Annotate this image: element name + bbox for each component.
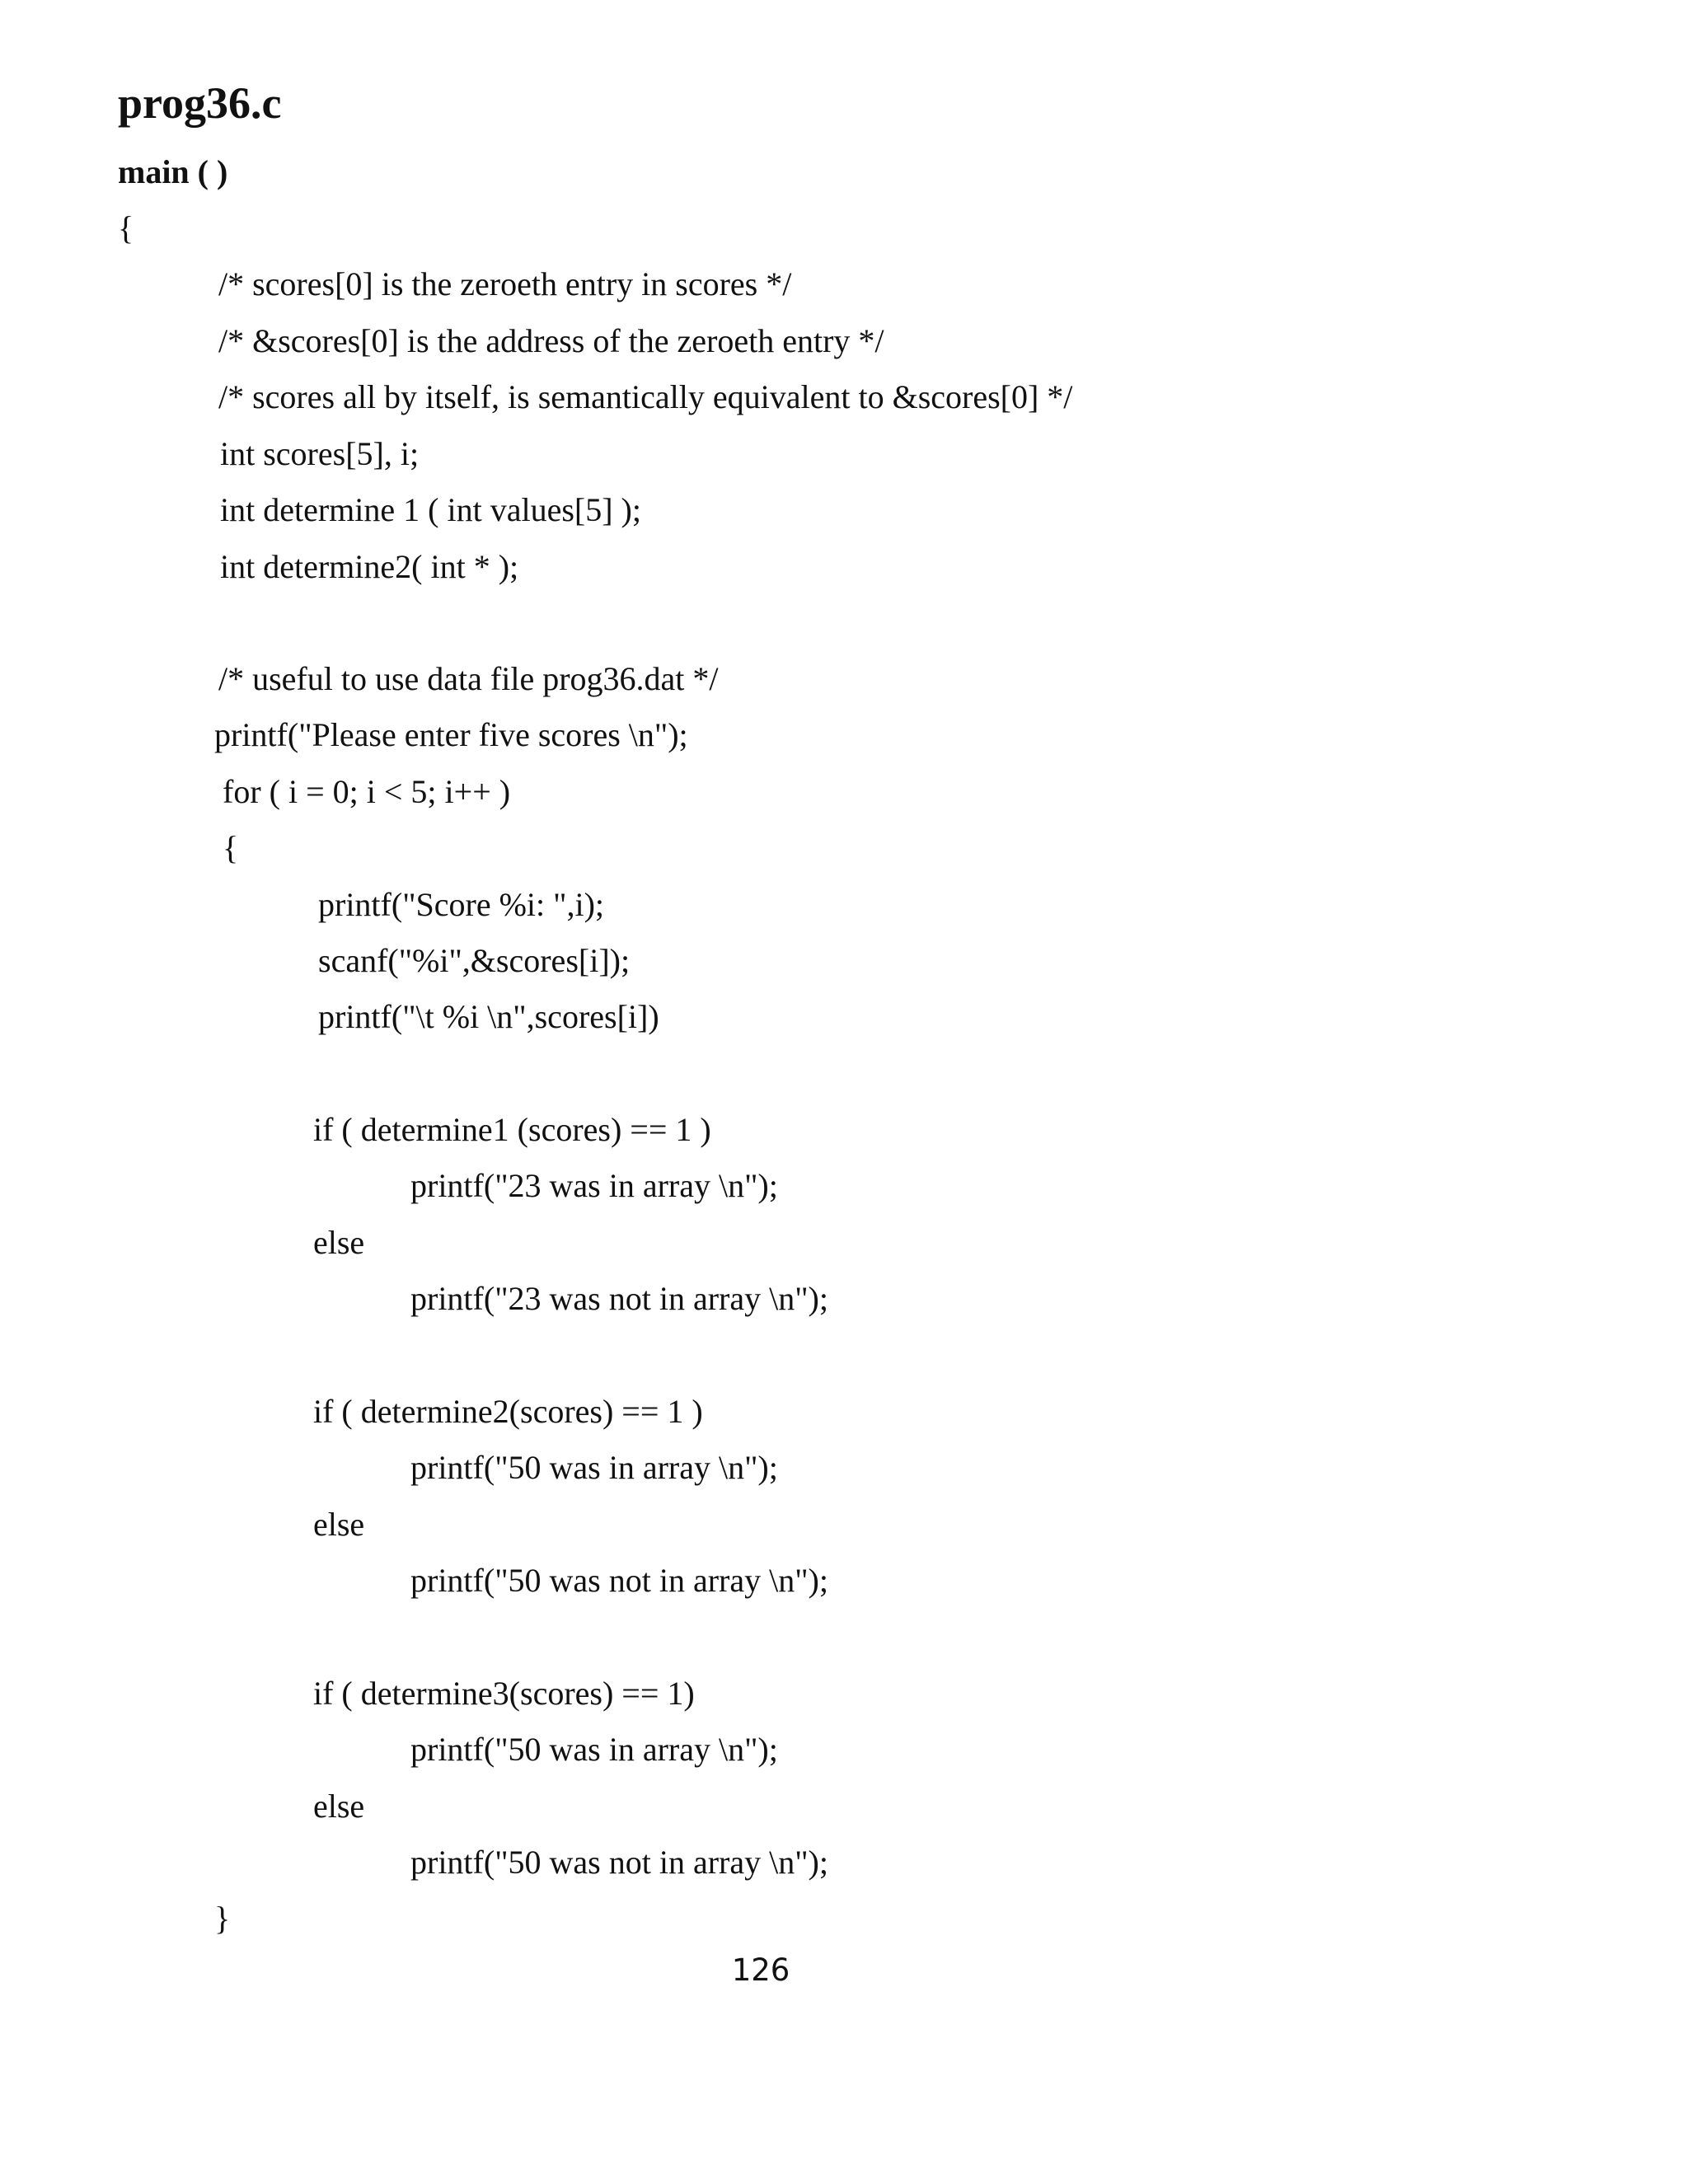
code-line-printf-50-in-2: printf("50 was in array \n"); — [410, 1731, 778, 1768]
code-line-declare-determine2: int determine2( int * ); — [220, 548, 519, 585]
code-line-if-determine1: if ( determine1 (scores) == 1 ) — [313, 1111, 711, 1148]
code-line-declare-determine1: int determine 1 ( int values[5] ); — [220, 491, 641, 528]
code-line-main: main ( ) — [118, 153, 228, 190]
code-line-printf-50-not-in-2: printf("50 was not in array \n"); — [410, 1844, 828, 1881]
file-title: prog36.c — [118, 78, 282, 128]
code-line-declare-scores: int scores[5], i; — [220, 435, 420, 472]
code-line-comment-1: /* scores[0] is the zeroeth entry in scores */ — [218, 265, 792, 302]
code-line-printf-23-not-in: printf("23 was not in array \n"); — [410, 1280, 828, 1317]
code-line-comment-2: /* &scores[0] is the address of the zeroeth entry */ — [218, 322, 884, 359]
code-line-if-determine2: if ( determine2(scores) == 1 ) — [313, 1393, 703, 1430]
code-line-for-loop: for ( i = 0; i < 5; i++ ) — [223, 773, 511, 810]
code-line-else-1: else — [313, 1224, 365, 1261]
code-line-score-printf: printf("Score %i: ",i); — [318, 886, 605, 923]
code-line-else-2: else — [313, 1506, 365, 1543]
code-line-printf-50-not-in-1: printf("50 was not in array \n"); — [410, 1562, 828, 1599]
code-line-echo-printf: printf("\t %i \n",scores[i]) — [318, 998, 659, 1035]
page-number: 126 — [731, 1952, 790, 1988]
code-line-prompt-printf: printf("Please enter five scores \n"); — [214, 716, 688, 753]
code-line-if-determine3: if ( determine3(scores) == 1) — [313, 1675, 695, 1712]
code-line-comment-3: /* scores all by itself, is semantically equivalent to &scores[0] */ — [218, 378, 1073, 415]
code-line-close-brace: } — [214, 1900, 231, 1937]
code-line-else-3: else — [313, 1788, 365, 1825]
code-line-open-brace: { — [118, 209, 134, 246]
code-line-printf-23-in: printf("23 was in array \n"); — [410, 1167, 778, 1204]
code-line-comment-data-file: /* useful to use data file prog36.dat */ — [218, 660, 719, 697]
code-line-printf-50-in-1: printf("50 was in array \n"); — [410, 1449, 778, 1486]
code-line-scanf: scanf("%i",&scores[i]); — [318, 942, 631, 979]
code-line-loop-open-brace: { — [223, 829, 239, 866]
